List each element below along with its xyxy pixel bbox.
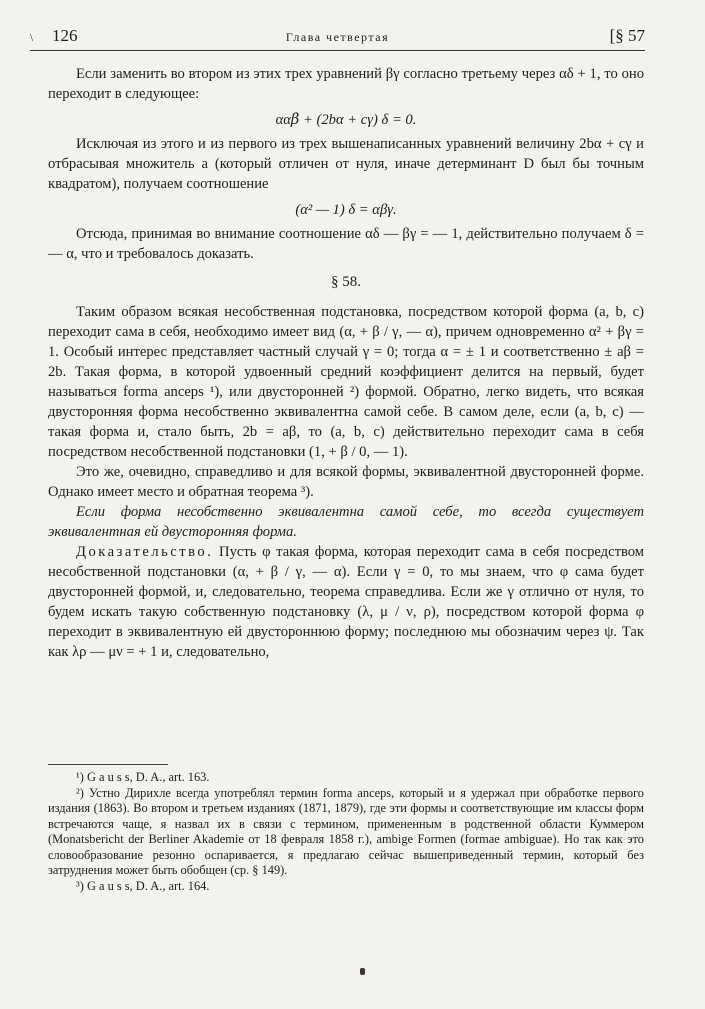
paragraph-1: Если заменить во втором из этих трех уравнений βγ согласно третьему через αδ + 1, то оно переходит в следующее: xyxy=(48,66,644,102)
proof-label: Доказательство. xyxy=(76,544,214,560)
footnote-rule xyxy=(48,764,168,765)
paragraph-2: Исключая из этого и из первого из трех вышенаписанных уравнений величину 2bα + cγ и отбрасывая множитель a (который отличен от нуля, иначе детерминант D был бы точным квадратом), получаем соотношение xyxy=(48,136,644,192)
ink-mark xyxy=(360,968,365,975)
section-ref: [§ 57 xyxy=(609,26,645,45)
formula-1: αα𝛽 + (2bα + cγ) δ = 0. xyxy=(275,112,417,128)
section-heading: § 58. xyxy=(331,274,361,290)
paragraph-6 xyxy=(48,542,644,662)
running-header xyxy=(30,24,645,51)
paragraph-3: Отсюда, принимая во внимание соотношение αδ — βγ = — 1, действительно получаем δ = — α, что и требовалось доказать. xyxy=(48,226,644,262)
footnote-1: ¹) G a u s s, D. A., art. 163. xyxy=(76,770,210,784)
page-number: 126 xyxy=(52,26,78,45)
chapter-title: Глава четвертая xyxy=(285,30,390,44)
margin-mark: \ xyxy=(30,32,34,44)
theorem-statement: Если форма несобственно эквивалентна самой себе, то всегда существует эквивалентная ей двусторонняя форма. xyxy=(48,504,644,540)
formula-2: (α² — 1) δ = αβγ. xyxy=(295,202,397,218)
paragraph-5: Это же, очевидно, справедливо и для всякой формы, эквивалентной двусторонней форме. Однако имеет место и обратная теорема ³). xyxy=(48,464,644,500)
main-text xyxy=(48,64,644,662)
paragraph-4: Таким образом всякая несобственная подстановка, посредством которой форма (a, b, c) переходит сама в себя, необходимо имеет вид (α, + β / γ, — α), причем одновременно α² + βγ = 1. Особый интерес представляет частный случай γ = 0; тогда α = ± 1 и соответственно ± aβ = 2b. Такая форма, в которой удвоенный средний коэффициент делится на первый, будет называться forma anceps ¹), или двусторонней ²) формой. Обратно, легко видеть, что всякая двусторонняя форма несобственно эквивалентна самой себе. В самом деле, если (a, b, c) — такая форма и, стало быть, 2b = aβ, то (a, b, c) действительно переходит сама в себя посредством несобственной подстановки (1, + β / 0, — 1). xyxy=(48,304,644,460)
footnotes xyxy=(48,770,644,894)
footnote-3: ³) G a u s s, D. A., art. 164. xyxy=(76,878,210,893)
footnote-2: ²) Устно Дирихле всегда употреблял термин forma anceps, который и я удержал при обработке первого издания (1863). Во втором и третьем изданиях (1871, 1879), где эти формы и соответствующие им классы форм встречаются чаще, я назвал их в связи с термином, примененным в родственной области Куммером (Monatsbericht der Berliner Akademie от 18 февраля 1858 г.), ambige Formen (formae ambiguae). Но так как это словообразование резонно оспаривается, я предлагаю сейчас вышеприведенный термин, который без затруднения может быть обобщен (ср. § 149). xyxy=(48,785,644,877)
paragraph-6-text: Пусть φ такая форма, которая переходит сама в себя посредством несобственной подстановки (α, + β / γ, — α). Если γ = 0, то мы знаем, что φ сама будет двусторонней формой, и, следовательно, теорема справедлива. Если же γ отлично от нуля, то будем искать такую собственную подстановку (λ, μ / ν, ρ), посредством которой форма φ переходит в эквивалентную ей двустороннюю форму; последнюю мы обозначим через ψ. Так как λρ — μν = + 1 и, следовательно, xyxy=(48,544,644,660)
